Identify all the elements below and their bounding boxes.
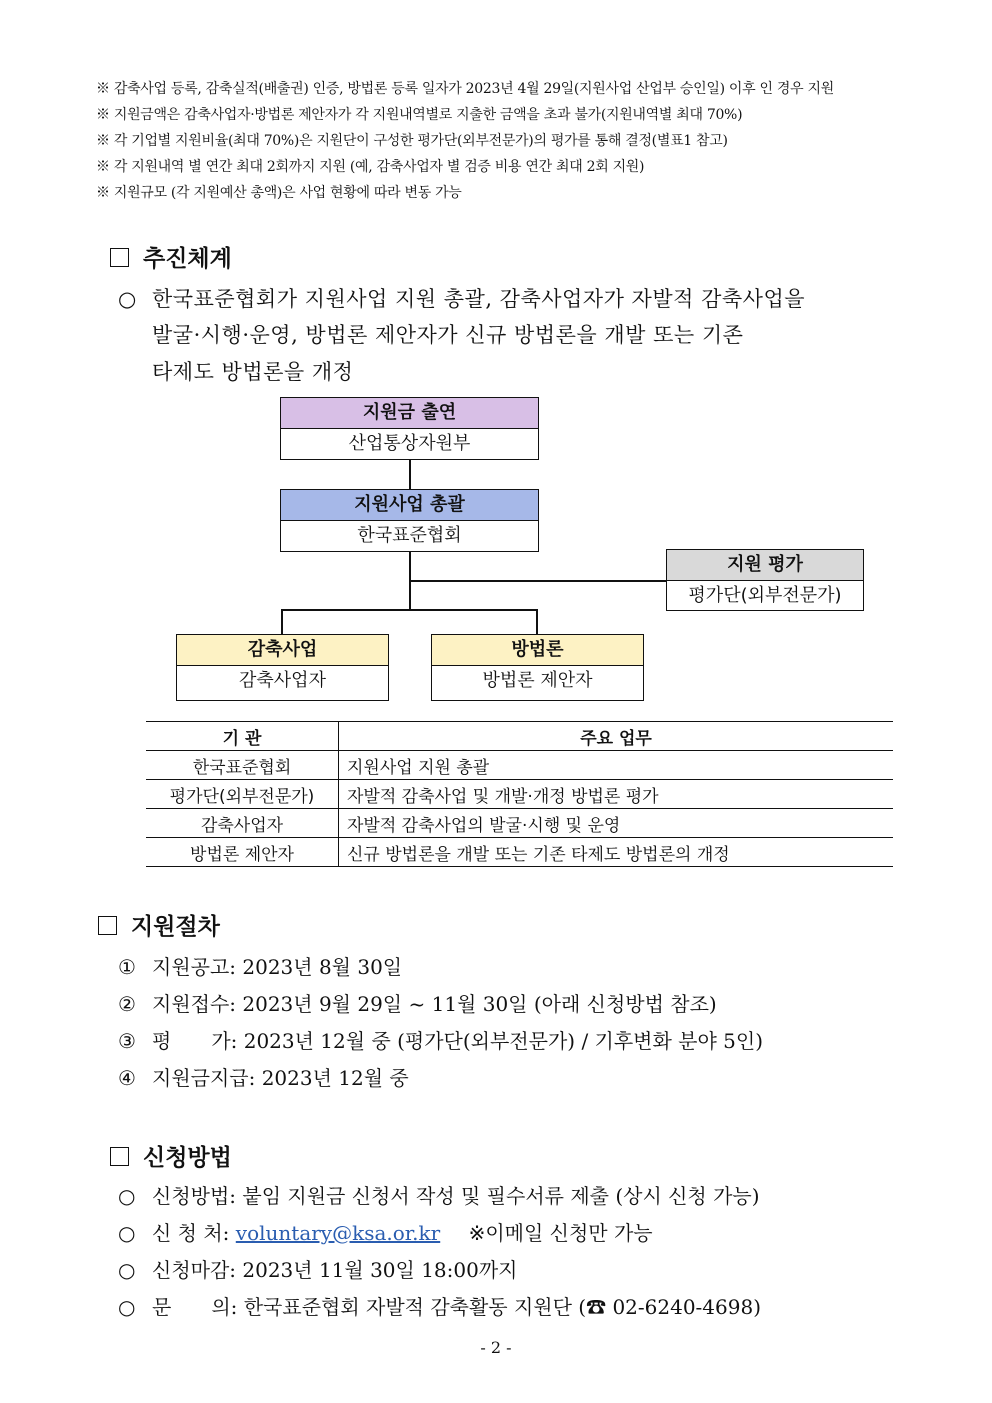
org-box-body: 감축사업자 bbox=[239, 670, 326, 691]
table-header-row bbox=[146, 722, 893, 751]
table-cell-duty: 지원사업 지원 총괄 bbox=[339, 751, 894, 780]
org-box-body: 산업통상자원부 bbox=[348, 433, 471, 454]
org-box-methodology bbox=[431, 634, 644, 701]
table-row bbox=[146, 780, 893, 809]
org-box-funding bbox=[280, 397, 539, 460]
circled-number-icon: ④ bbox=[118, 1066, 136, 1090]
section-heading-structure bbox=[110, 240, 232, 273]
connector-line bbox=[409, 580, 667, 582]
table-cell-duty: 자발적 감축사업 및 개발·개정 방법론 평가 bbox=[339, 780, 894, 809]
circle-bullet-icon: ○ bbox=[118, 1295, 136, 1319]
application-text: 문 의: 한국표준협회 자발적 감축활동 지원단 (☎ 02-6240-4698) bbox=[152, 1295, 762, 1319]
circle-bullet-icon: ○ bbox=[118, 287, 137, 311]
email-note: ※이메일 신청만 가능 bbox=[468, 1221, 653, 1245]
note-line: ※ 각 지원내역 별 연간 최대 2회까지 지원 (예, 감축사업자 별 검증 비용 연간 최대 2회 지원) bbox=[96, 159, 645, 175]
connector-line bbox=[281, 609, 537, 611]
table-cell-duty: 신규 방법론을 개발 또는 기존 타제도 방법론의 개정 bbox=[339, 838, 894, 867]
application-item bbox=[118, 1217, 653, 1246]
circled-number-icon: ① bbox=[118, 955, 136, 979]
procedure-item bbox=[118, 988, 717, 1017]
circle-bullet-icon: ○ bbox=[118, 1258, 136, 1282]
checkbox-square-icon bbox=[98, 916, 117, 935]
table-cell-duty: 자발적 감축사업의 발굴·시행 및 운영 bbox=[339, 809, 894, 838]
org-box-lead bbox=[280, 489, 539, 552]
procedure-text: 평 가: 2023년 12월 중 (평가단(외부전문가) / 기후변화 분야 5인) bbox=[152, 1029, 764, 1053]
section-title: 지원절차 bbox=[131, 913, 220, 940]
application-text: 신청방법: 붙임 지원금 신청서 작성 및 필수서류 제출 (상시 신청 가능) bbox=[152, 1184, 760, 1208]
section-title: 신청방법 bbox=[143, 1144, 232, 1171]
table-cell-org: 한국표준협회 bbox=[146, 751, 339, 780]
org-box-evaluation bbox=[666, 549, 864, 611]
table-row bbox=[146, 838, 893, 867]
application-text: 신청마감: 2023년 11월 30일 18:00까지 bbox=[152, 1258, 518, 1282]
org-box-title: 방법론 bbox=[432, 635, 643, 666]
application-item bbox=[118, 1291, 761, 1320]
paragraph-text: 한국표준협회가 지원사업 지원 총괄, 감축사업자가 자발적 감축사업을 bbox=[152, 287, 806, 311]
note-line: ※ 감축사업 등록, 감축실적(배출권) 인증, 방법론 등록 일자가 2023년 4월 29일(지원사업 산업부 승인일) 이후 인 경우 지원 bbox=[96, 81, 834, 97]
structure-paragraph-line bbox=[118, 283, 805, 313]
connector-line bbox=[409, 459, 411, 490]
application-label: 신 청 처: bbox=[152, 1221, 230, 1245]
note-line: ※ 지원금액은 감축사업자·방법론 제안자가 각 지원내역별로 지출한 금액을 초과 불가(지원내역별 최대 70%) bbox=[96, 107, 743, 123]
section-heading-procedure bbox=[98, 908, 220, 941]
org-box-body: 평가단(외부전문가) bbox=[688, 585, 842, 606]
procedure-item bbox=[118, 1062, 409, 1091]
org-box-title: 지원사업 총괄 bbox=[281, 490, 538, 521]
table-row bbox=[146, 751, 893, 780]
checkbox-square-icon bbox=[110, 1147, 129, 1166]
table-header-cell: 주요 업무 bbox=[339, 722, 894, 751]
note-line: ※ 지원규모 (각 지원예산 총액)은 사업 현황에 따라 변동 가능 bbox=[96, 185, 462, 201]
circle-bullet-icon: ○ bbox=[118, 1184, 136, 1208]
section-title: 추진체계 bbox=[143, 245, 232, 272]
table-cell-org: 평가단(외부전문가) bbox=[146, 780, 339, 809]
org-box-reduction bbox=[176, 634, 389, 701]
circled-number-icon: ② bbox=[118, 992, 136, 1016]
notes-block bbox=[96, 76, 896, 206]
email-link[interactable]: voluntary@ksa.or.kr bbox=[235, 1221, 441, 1245]
org-box-body: 한국표준협회 bbox=[357, 525, 462, 546]
structure-paragraph-line: 발굴·시행·운영, 방법론 제안자가 신규 방법론을 개발 또는 기존 bbox=[152, 323, 744, 347]
section-heading-application bbox=[110, 1139, 232, 1172]
checkbox-square-icon bbox=[110, 248, 129, 267]
note-line: ※ 각 기업별 지원비율(최대 70%)은 지원단이 구성한 평가단(외부전문가)의 평가를 통해 결정(별표1 참고) bbox=[96, 133, 728, 149]
org-box-title: 감축사업 bbox=[177, 635, 388, 666]
duty-table bbox=[146, 721, 893, 867]
table-header-cell: 기 관 bbox=[146, 722, 339, 751]
table-cell-org: 감축사업자 bbox=[146, 809, 339, 838]
connector-line bbox=[536, 609, 538, 635]
procedure-text: 지원공고: 2023년 8월 30일 bbox=[152, 955, 403, 979]
circled-number-icon: ③ bbox=[118, 1029, 136, 1053]
table-cell-org: 방법론 제안자 bbox=[146, 838, 339, 867]
application-item bbox=[118, 1254, 517, 1283]
connector-line bbox=[281, 609, 283, 635]
org-box-body: 방법론 제안자 bbox=[482, 670, 593, 691]
structure-paragraph-line: 타제도 방법론을 개정 bbox=[152, 360, 354, 384]
page-number: - 2 - bbox=[480, 1338, 512, 1357]
org-box-title: 지원금 출연 bbox=[281, 398, 538, 429]
procedure-text: 지원접수: 2023년 9월 29일 ~ 11월 30일 (아래 신청방법 참조) bbox=[152, 992, 717, 1016]
application-item bbox=[118, 1180, 760, 1209]
procedure-item bbox=[118, 951, 402, 980]
table-row bbox=[146, 809, 893, 838]
circle-bullet-icon: ○ bbox=[118, 1221, 136, 1245]
procedure-item bbox=[118, 1025, 763, 1054]
procedure-text: 지원금지급: 2023년 12월 중 bbox=[152, 1066, 409, 1090]
org-box-title: 지원 평가 bbox=[667, 550, 863, 581]
